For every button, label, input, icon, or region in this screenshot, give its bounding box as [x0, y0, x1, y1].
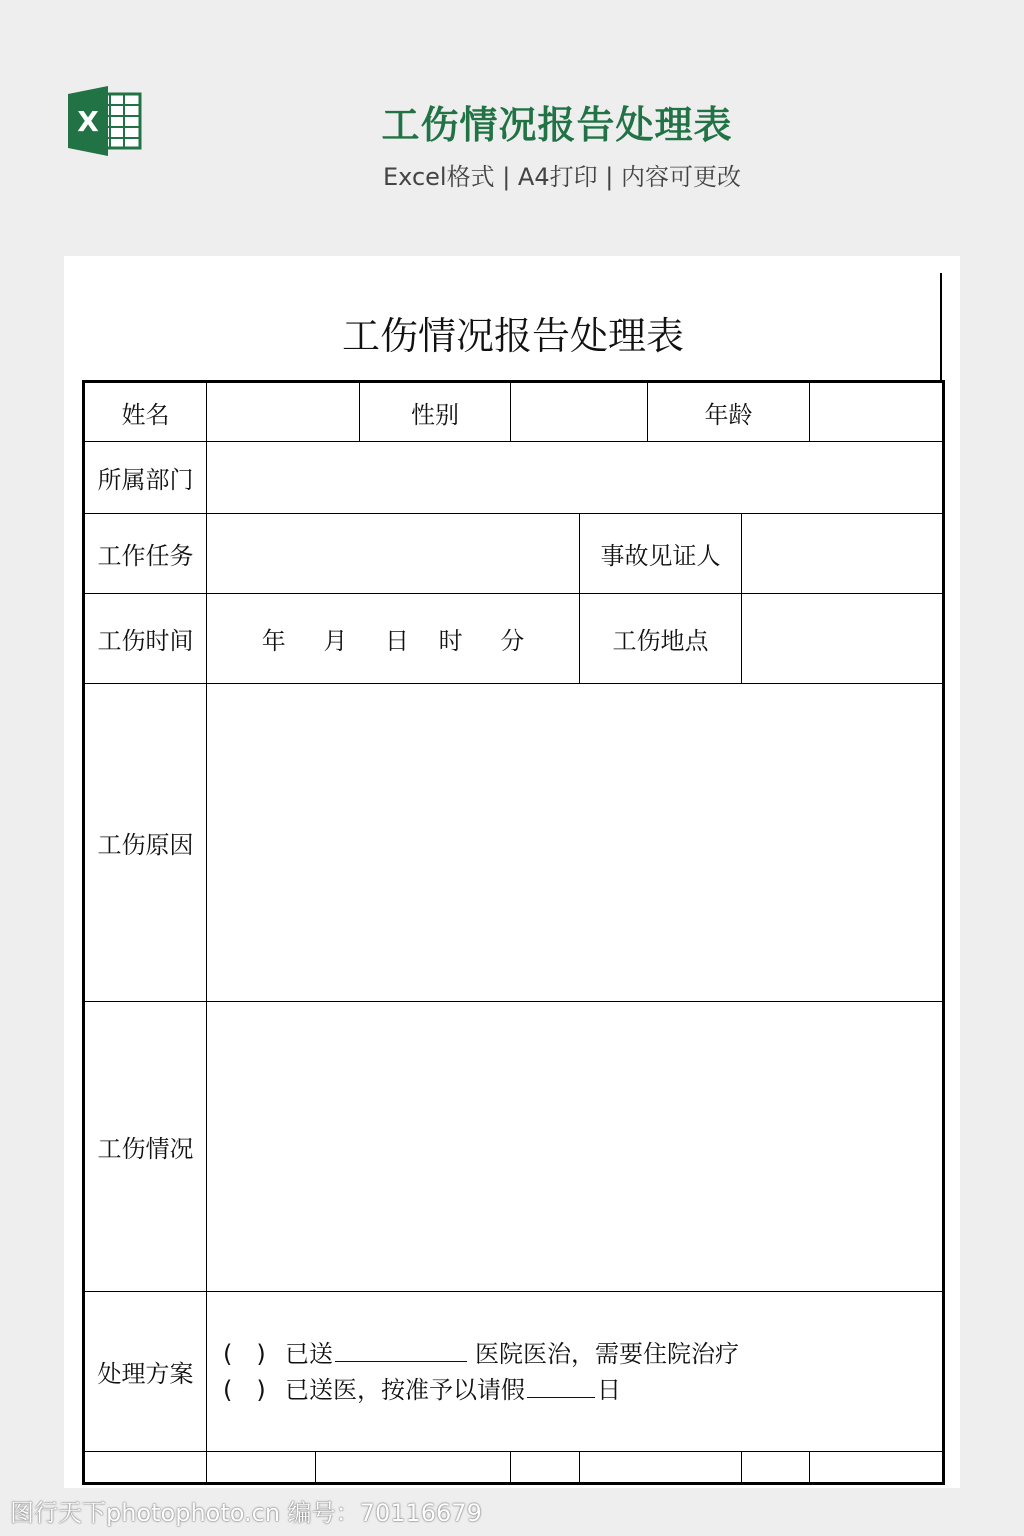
row-task — [84, 514, 944, 594]
row-basic-info — [84, 382, 944, 442]
plan-text-1a: 已送 — [285, 1339, 333, 1368]
situation-label: 工伤情况 — [84, 1002, 207, 1292]
situation-field[interactable] — [207, 1002, 944, 1292]
minute-unit: 分 — [500, 627, 525, 655]
excel-logo-letter: X — [77, 105, 99, 138]
plan-option-leave — [223, 1372, 942, 1408]
banner-title: 工伤情况报告处理表 — [381, 103, 733, 147]
row-plan — [84, 1292, 944, 1452]
cause-label: 工伤原因 — [84, 684, 207, 1002]
gender-label: 性别 — [360, 382, 511, 442]
plan-field[interactable] — [207, 1292, 944, 1452]
leave-days-blank[interactable] — [527, 1375, 595, 1398]
cause-field[interactable] — [207, 684, 944, 1002]
day-unit: 日 — [385, 627, 409, 655]
location-field[interactable] — [742, 594, 944, 684]
witness-label: 事故见证人 — [580, 514, 742, 594]
row-department — [84, 442, 944, 514]
time-label: 工伤时间 — [84, 594, 207, 684]
plan-label: 处理方案 — [84, 1292, 207, 1452]
document-title: 工伤情况报告处理表 — [341, 314, 684, 358]
year-unit: 年 — [261, 627, 286, 655]
name-field[interactable] — [207, 382, 360, 442]
injury-report-form — [82, 380, 945, 1485]
location-label: 工伤地点 — [580, 594, 742, 684]
row-cause — [84, 684, 944, 1002]
task-label: 工作任务 — [84, 514, 207, 594]
hospital-blank[interactable] — [335, 1339, 467, 1362]
row-cut-off — [84, 1452, 944, 1484]
time-field[interactable] — [207, 594, 580, 684]
age-label: 年龄 — [648, 382, 810, 442]
witness-field[interactable] — [742, 514, 944, 594]
plan-checkbox-2[interactable]: ( ) — [223, 1375, 266, 1404]
watermark: 图行天下photophoto.cn 编号：70116679 — [10, 1499, 482, 1527]
plan-text-2a: 已送医，按准予以请假 — [285, 1375, 525, 1404]
gender-field[interactable] — [511, 382, 648, 442]
plan-option-hospital — [223, 1336, 942, 1372]
banner-subtitle: Excel格式 | A4打印 | 内容可更改 — [383, 163, 741, 191]
name-label: 姓名 — [84, 382, 207, 442]
plan-text-1b: 医院医治，需要住院治疗 — [475, 1339, 739, 1368]
row-time — [84, 594, 944, 684]
age-field[interactable] — [810, 382, 944, 442]
month-unit: 月 — [323, 627, 348, 655]
task-field[interactable] — [207, 514, 580, 594]
row-situation — [84, 1002, 944, 1292]
plan-checkbox-1[interactable]: ( ) — [223, 1339, 266, 1368]
department-label: 所属部门 — [84, 442, 207, 514]
hour-unit: 时 — [438, 627, 463, 655]
department-field[interactable] — [207, 442, 944, 514]
plan-text-2b: 日 — [597, 1375, 621, 1404]
